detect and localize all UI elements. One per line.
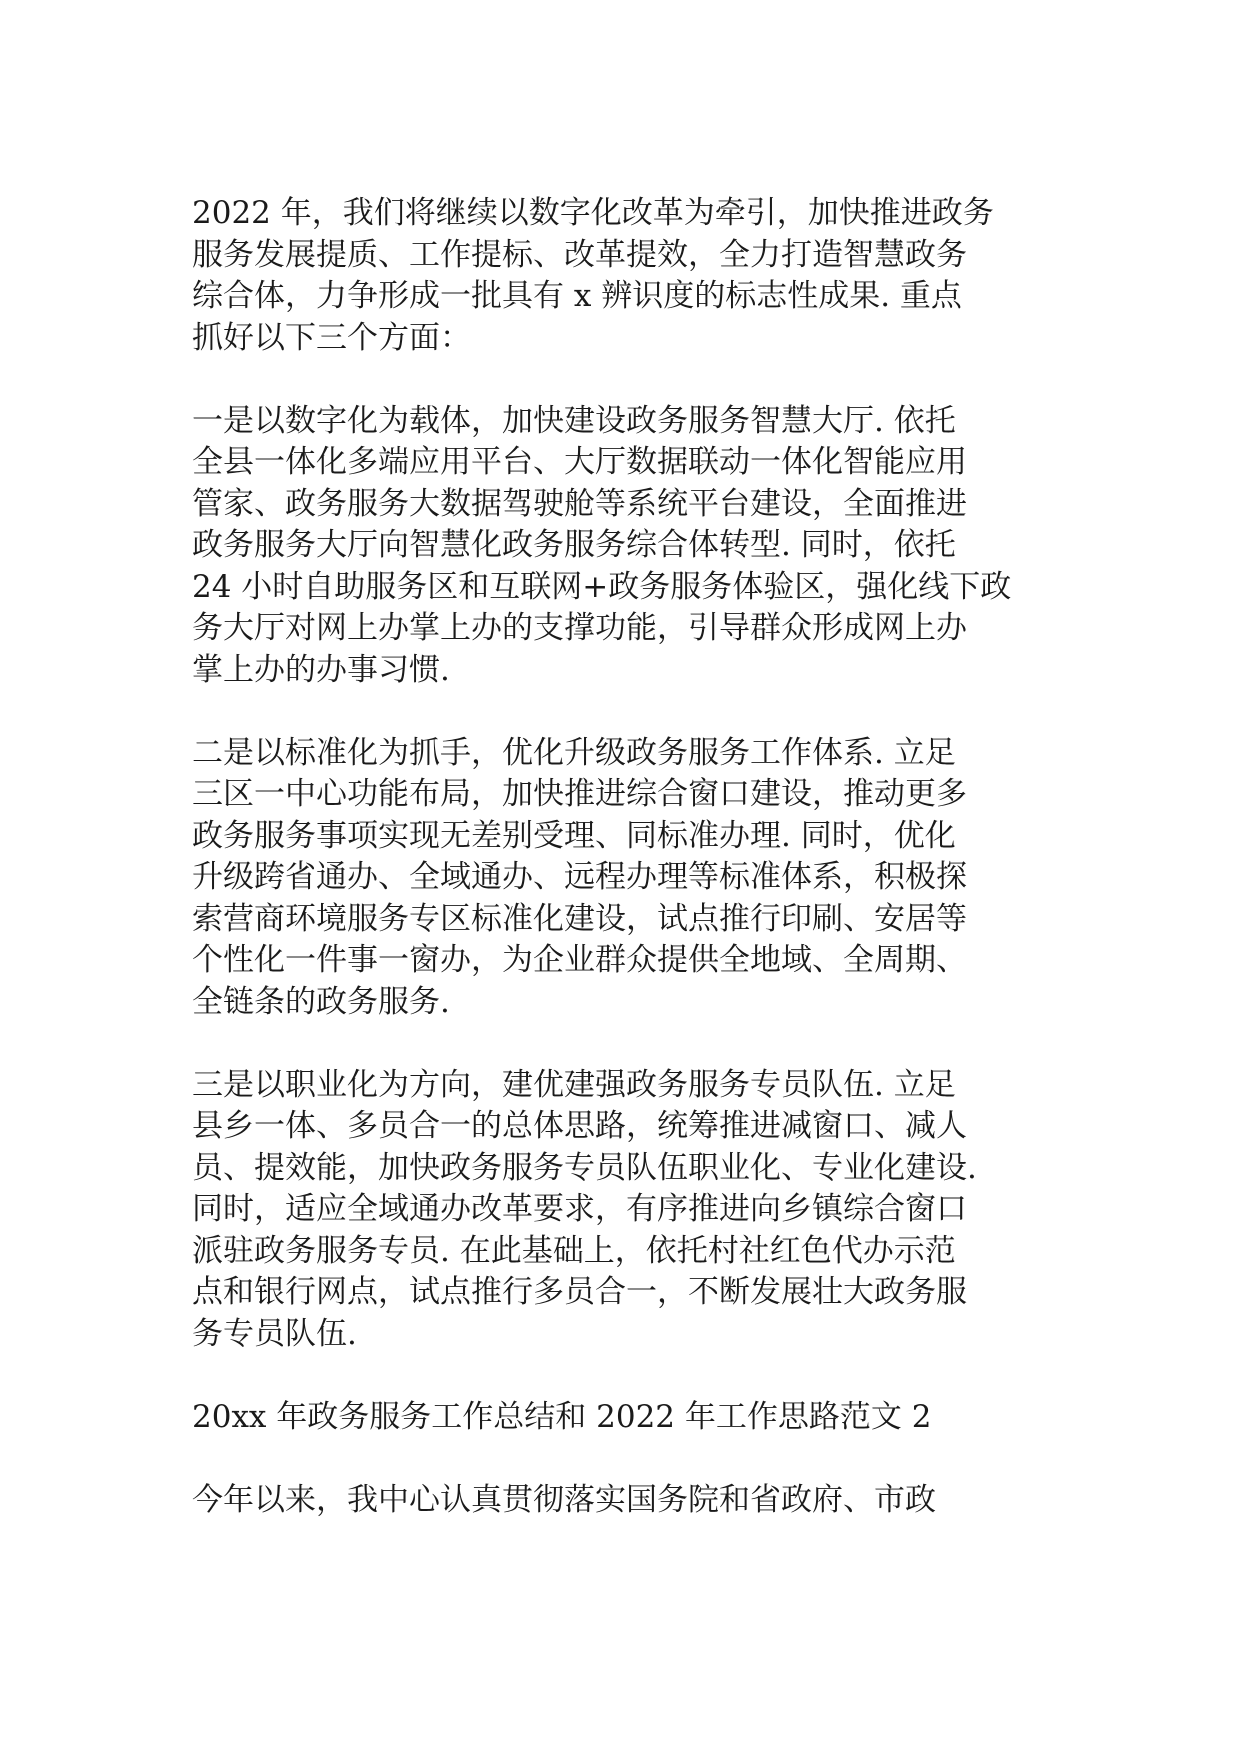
text-line: 全县一体化多端应用平台、大厅数据联动一体化智能应用 (192, 444, 967, 480)
text-line: 县乡一体、多员合一的总体思路，统筹推进减窗口、减人 (192, 1108, 967, 1144)
paragraph-standardization (192, 733, 1072, 1024)
paragraph-digitalization (192, 401, 1072, 692)
text-line: 2022 年，我们将继续以数字化改革为牵引，加快推进政务 (192, 195, 994, 231)
text-line: 务大厅对网上办掌上办的支撑功能，引导群众形成网上办 (192, 610, 967, 646)
text-line: 抓好以下三个方面： (192, 319, 471, 356)
text-line: 点和银行网点，试点推行多员合一，不断发展壮大政务服 (192, 1274, 967, 1310)
text-line: 今年以来，我中心认真贯彻落实国务院和省政府、市政 (192, 1481, 936, 1518)
paragraph-spacer (192, 1355, 1072, 1397)
text-line: 政务服务事项实现无差别受理、同标准办理. 同时，优化 (192, 817, 956, 854)
paragraph-opening (192, 1480, 1072, 1522)
text-line: 升级跨省通办、全域通办、远程办理等标准体系，积极探 (192, 859, 967, 895)
paragraph-spacer (192, 691, 1072, 733)
paragraph-intro (192, 193, 1072, 359)
text-line: 服务发展提质、工作提标、改革提效，全力打造智慧政务 (192, 236, 967, 273)
text-line: 个性化一件事一窗办，为企业群众提供全地域、全周期、 (192, 942, 967, 978)
document-body (192, 193, 1072, 1521)
text-line: 三是以职业化为方向，建优建强政务服务专员队伍. 立足 (192, 1066, 956, 1103)
text-line: 同时，适应全域通办改革要求，有序推进向乡镇综合窗口 (192, 1191, 967, 1227)
text-line: 务专员队伍. (192, 1315, 357, 1352)
text-line: 派驻政务服务专员. 在此基础上，依托村社红色代办示范 (192, 1232, 956, 1269)
text-line: 一是以数字化为载体，加快建设政务服务智慧大厅. 依托 (192, 402, 956, 439)
text-line: 政务服务大厅向智慧化政务服务综合体转型. 同时，依托 (192, 527, 956, 563)
text-line: 员、提效能，加快政务服务专员队伍职业化、专业化建设. (192, 1149, 977, 1186)
section-heading (192, 1397, 1072, 1439)
text-line: 管家、政务服务大数据驾驶舱等系统平台建设，全面推进 (192, 485, 967, 522)
text-line: 综合体，力争形成一批具有 x 辨识度的标志性成果. 重点 (192, 278, 962, 314)
paragraph-spacer (192, 359, 1072, 401)
text-line: 二是以标准化为抓手，优化升级政务服务工作体系. 立足 (192, 734, 956, 771)
heading-line: 20xx 年政务服务工作总结和 2022 年工作思路范文 2 (192, 1398, 932, 1435)
paragraph-professionalization (192, 1065, 1072, 1356)
text-line: 索营商环境服务专区标准化建设，试点推行印刷、安居等 (192, 900, 967, 937)
text-line: 三区一中心功能布局，加快推进综合窗口建设，推动更多 (192, 776, 967, 812)
text-line: 24 小时自助服务区和互联网+政务服务体验区，强化线下政 (192, 568, 1012, 605)
paragraph-spacer (192, 1438, 1072, 1480)
text-line: 掌上办的办事习惯. (192, 651, 450, 688)
text-line: 全链条的政务服务. (192, 983, 450, 1020)
paragraph-spacer (192, 1023, 1072, 1065)
